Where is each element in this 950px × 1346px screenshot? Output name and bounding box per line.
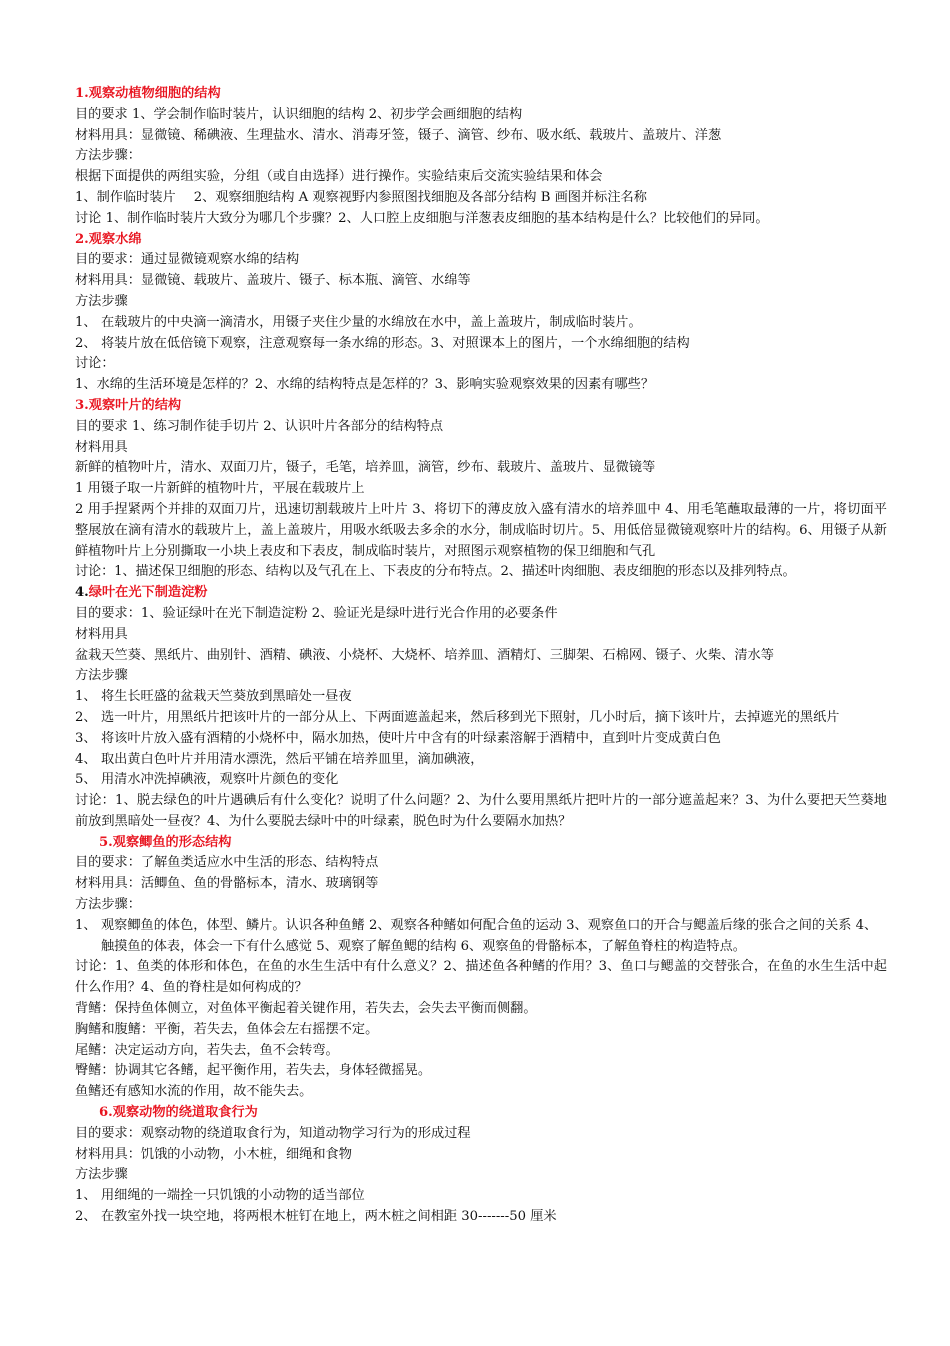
list-text: 将装片放在低倍镜下观察，注意观察每一条水绵的形态。3、对照课本上的图片，一个水绵细胞的结构 [101,335,690,351]
list-number: 1、 [75,314,97,330]
section-5-title: 5.观察鲫鱼的形态结构 [99,834,232,850]
list-number: 5、 [75,772,97,788]
list-number: 2、 [75,1209,97,1225]
list-number: 1、 [75,1188,97,1204]
section-4-goal: 目的要求：1、验证绿叶在光下制造淀粉 2、验证光是绿叶进行光合作用的必要条件 [75,605,558,621]
section-4-materials-label: 材料用具 [75,626,128,642]
section-1-step-2: 2、观察细胞结构 A 观察视野内参照图找细胞及各部分结构 B 画图并标注名称 [193,189,647,205]
note-dorsal-fin: 背鳍：保持鱼体侧立，对鱼体平衡起着关键作用，若失去，会失去平衡而侧翻。 [75,1001,537,1017]
document-page [75,84,887,1228]
section-3-materials: 新鲜的植物叶片，清水、双面刀片，镊子，毛笔，培养皿，滴管，纱布、载玻片、盖玻片、显微镜等 [75,460,656,476]
section-1-title: 1.观察动植物细胞的结构 [75,86,221,101]
note-pectoral-pelvic-fin: 胸鳍和腹鳍：平衡，若失去，鱼体会左右摇摆不定。 [75,1021,379,1037]
list-text: 在载玻片的中央滴一滴清水，用镊子夹住少量的水绵放在水中，盖上盖玻片，制成临时装片。 [101,314,642,330]
list-text: 用清水冲洗掉碘液，观察叶片颜色的变化 [101,772,339,788]
section-2-materials: 材料用具：显微镜、载玻片、盖玻片、镊子、标本瓶、滴管、水绵等 [75,273,471,289]
section-1-materials: 材料用具：显微镜、稀碘液、生理盐水、清水、消毒牙签，镊子、滴管、纱布、吸水纸、载玻片、盖玻片、洋葱 [75,127,722,143]
list-text: 选一叶片，用黑纸片把该叶片的一部分从上、下两面遮盖起来，然后移到光下照射，几小时后，摘下该叶片，去掉遮光的黑纸片 [101,709,840,725]
list-text: 在教室外找一块空地，将两根木桩钉在地上，两木桩之间相距 30-------50 厘米 [101,1209,557,1225]
section-2-method-label: 方法步骤 [75,293,128,309]
section-1-discussion: 讨论 1、制作临时装片大致分为哪几个步骤？2、人口腔上皮细胞与洋葱表皮细胞的基本结构是什么？比较他们的异同。 [75,210,769,226]
section-6-goal: 目的要求：观察动物的绕道取食行为，知道动物学习行为的形成过程 [75,1125,471,1141]
section-3-title: 3.观察叶片的结构 [75,397,182,413]
list-text: 将该叶片放入盛有酒精的小烧杯中，隔水加热，使叶片中含有的叶绿素溶解于酒精中，直到叶片变成黄白色 [101,730,721,746]
list-item [75,313,887,334]
list-item [75,1186,887,1207]
section-1-method-text: 根据下面提供的两组实验，分组（或自由选择）进行操作。实验结束后交流实验结果和体会 [75,169,603,185]
section-1-steps [75,188,887,209]
list-item [75,687,887,708]
list-item [75,750,887,771]
section-3-step-1: 1 用镊子取一片新鲜的植物叶片，平展在载玻片上 [75,481,365,497]
section-2-discussion-label: 讨论： [75,356,115,372]
section-3-step-2: 2 用手捏紧两个并排的双面刀片，迅速切割载玻片上叶片 3、将切下的薄皮放入盛有清水的培养皿中 4、用毛笔蘸取最薄的一片，将切面平整展放在滴有清水的载玻片上，盖上盖玻片，用吸水纸吸去多余的水分，制成临时切片。5、用低倍显微镜观察叶片的结构。6、用镊子从新鲜植物叶片上分别撕取一小块上表皮和下表皮，制成临时装片，对照图示观察植物的保卫细胞和气孔 [75,501,887,559]
list-number: 4、 [75,751,97,767]
note-anal-fin: 臀鳍：协调其它各鳍，起平衡作用，若失去，身体轻微摇晃。 [75,1063,432,1079]
section-4-title [75,583,887,604]
section-4-title-number: 4. [75,585,89,601]
section-4-discussion: 讨论：1、脱去绿色的叶片遇碘后有什么变化？说明了什么问题？2、为什么要用黑纸片把叶片的一部分遮盖起来？3、为什么要把天竺葵地前放到黑暗处一昼夜？4、为什么要脱去绿叶中的叶绿素，脱色时为什么要隔水加热？ [75,793,887,829]
list-text: 将生长旺盛的盆栽天竺葵放到黑暗处一昼夜 [101,689,352,705]
list-text: 取出黄白色叶片并用清水漂洗，然后平铺在培养皿里，滴加碘液， [101,751,484,767]
list-item [75,770,887,791]
section-2-discussion: 1、水绵的生活环境是怎样的？2、水绵的结构特点是怎样的？3、影响实验观察效果的因素有哪些？ [75,377,655,393]
section-3-discussion: 讨论：1、描述保卫细胞的形态、结构以及气孔在上、下表皮的分布特点。2、描述叶肉细胞、表皮细胞的形态以及排列特点。 [75,564,796,580]
list-item [75,1207,887,1228]
list-number: 1、 [75,689,97,705]
section-4-materials: 盆栽天竺葵、黑纸片、曲别针、酒精、碘液、小烧杯、大烧杯、培养皿、酒精灯、三脚架、石棉网、镊子、火柴、清水等 [75,647,774,663]
section-3-goal: 目的要求 1、练习制作徒手切片 2、认识叶片各部分的结构特点 [75,418,444,434]
list-item [75,916,887,958]
note-tail-fin: 尾鳍：决定运动方向，若失去，鱼不会转弯。 [75,1042,339,1058]
section-6-method-label: 方法步骤 [75,1167,128,1183]
section-3-materials-label: 材料用具 [75,439,128,455]
section-1-goal: 目的要求 1、学会制作临时装片，认识细胞的结构 2、初步学会画细胞的结构 [75,106,523,122]
section-5-goal: 目的要求：了解鱼类适应水中生活的形态、结构特点 [75,855,379,871]
list-item [75,729,887,750]
section-5-materials: 材料用具：活鲫鱼、鱼的骨骼标本，清水、玻璃钢等 [75,876,379,892]
list-item [75,708,887,729]
section-1-method-label: 方法步骤： [75,148,141,164]
section-6-title: 6.观察动物的绕道取食行为 [99,1105,258,1121]
section-5-method-label: 方法步骤： [75,897,141,913]
section-2-title: 2.观察水绵 [75,231,142,247]
list-text: 用细绳的一端拴一只饥饿的小动物的适当部位 [101,1188,365,1204]
section-4-title-text: 绿叶在光下制造淀粉 [88,585,208,601]
list-number: 2、 [75,709,97,725]
list-number: 2、 [75,335,97,351]
list-number: 1、 [75,917,97,933]
section-6-materials: 材料用具：饥饿的小动物，小木桩，细绳和食物 [75,1146,352,1162]
section-5-discussion: 讨论：1、鱼类的体形和体色，在鱼的水生生活中有什么意义？2、描述鱼各种鳍的作用？3、鱼口与鳃盖的交替张合，在鱼的水生生活中起什么作用？4、鱼的脊柱是如何构成的？ [75,959,887,996]
section-2-goal: 目的要求：通过显微镜观察水绵的结构 [75,252,300,268]
list-item [75,334,887,355]
section-4-method-label: 方法步骤 [75,668,128,684]
note-fin-sensing: 鱼鳍还有感知水流的作用，故不能失去。 [75,1084,313,1100]
section-1-step-1: 1、制作临时装片 [75,189,176,205]
list-text: 观察鲫鱼的体色，体型、鳞片。认识各种鱼鳍 2、观察各种鳍如何配合鱼的运动 3、观察鱼口的开合与鳃盖后缘的张合之间的关系 4、触摸鱼的体表，体会一下有什么感觉 5、观察了解鱼鳃的结构 6、观察鱼的骨骼标本，了解鱼脊柱的构造特点。 [101,917,878,954]
list-number: 3、 [75,730,97,746]
